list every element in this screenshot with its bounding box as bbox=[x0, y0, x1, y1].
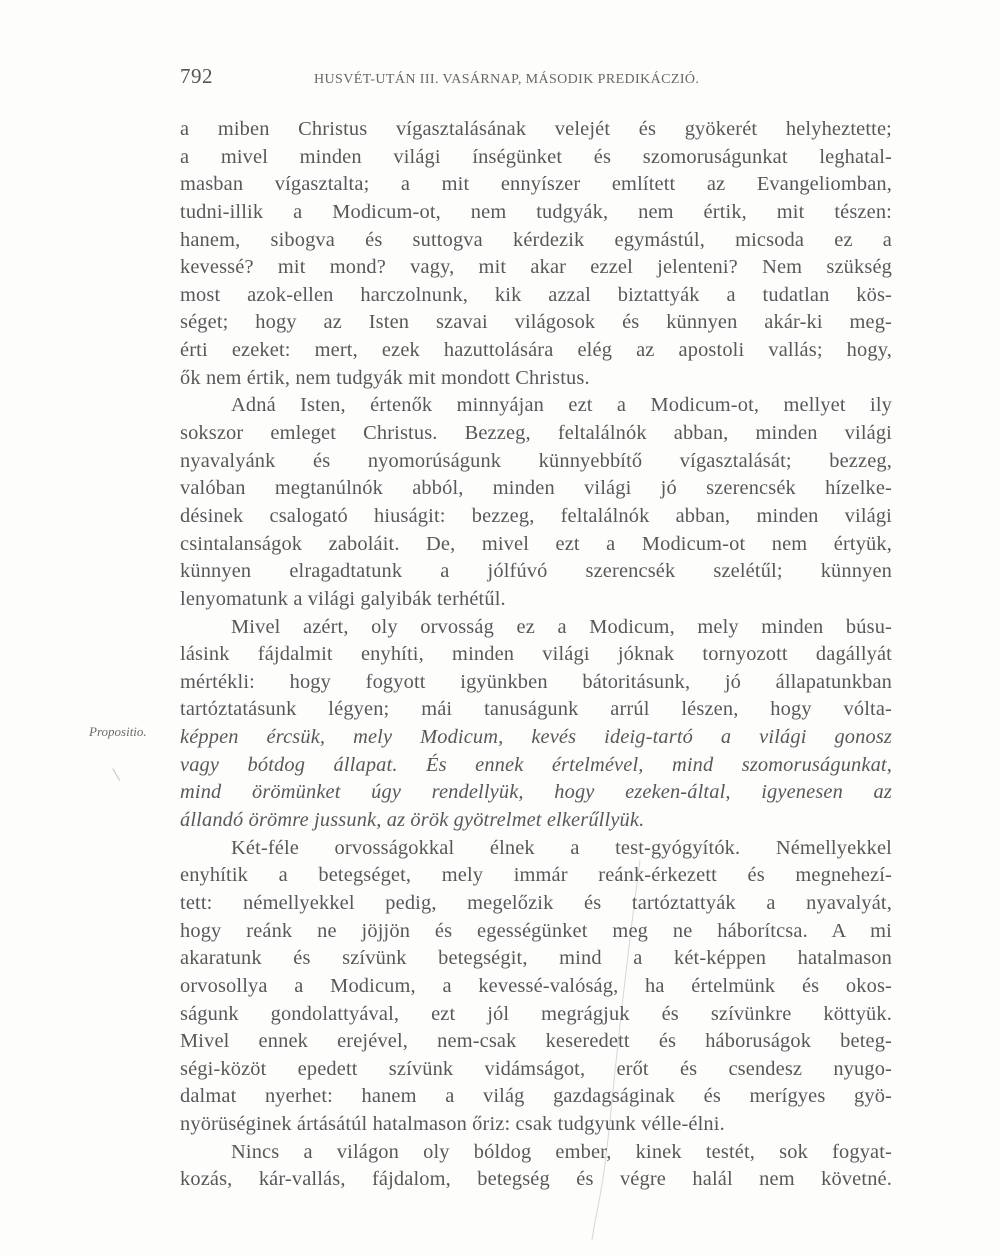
text-line: kevessé? mit mond? vagy, mit akar ezzel jelenteni? Nem szükség bbox=[180, 256, 892, 279]
text-line: tett: némellyekkel pedig, megelőzik és tartóztattyák a nyavalyát, bbox=[180, 891, 892, 914]
body-text bbox=[180, 116, 892, 1194]
text-line: most azok-ellen harczolnunk, kik azzal biztattyák a tudatlan kös- bbox=[180, 283, 892, 306]
margin-note: Propositio. bbox=[89, 724, 147, 739]
margin-mark bbox=[112, 763, 129, 781]
text-line: künnyen elragadtatunk a jólfúvó szerencsék szelétűl; künnyen bbox=[180, 560, 892, 583]
text-line: nyörüséginek ártásátúl hatalmason őriz: csak tudgyunk vélle-élni. bbox=[180, 1113, 725, 1136]
paragraph-first-line: Két-féle orvosságokkal élnek a test-gyógyítók. Némellyekkel bbox=[231, 836, 892, 859]
text-line: csintalanságok zaboláit. De, mivel ezt a Modicum-ot nem értyük, bbox=[180, 532, 892, 555]
text-line: mértékli: hogy fogyott igyünkben bátoritásunk, jó állapatunkban bbox=[180, 670, 892, 693]
proposition-line: állandó örömre jussunk, az örök gyötrelmet elkerűllyük. bbox=[180, 809, 645, 832]
text-line: séget; hogy az Isten szavai világosok és künnyen akár-ki meg- bbox=[180, 311, 892, 334]
text-line: ők nem értik, nem tudgyák mit mondott Christus. bbox=[180, 366, 590, 389]
text-line: kozás, kár-vallás, fájdalom, betegség és végre halál nem követné. bbox=[180, 1168, 892, 1191]
paragraph-first-line: Mivel azért, oly orvosság ez a Modicum, mely minden búsu- bbox=[231, 615, 892, 638]
paragraph-first-line: Adná Isten, értenők minnyájan ezt a Modicum-ot, mellyet ily bbox=[231, 394, 892, 417]
proposition-line: mind örömünket úgy rendellyük, hogy ezeken-által, igyenesen az bbox=[180, 781, 892, 804]
text-line: enyhítik a betegséget, mely immár reánk-érkezett és megnehezí- bbox=[180, 864, 892, 887]
text-line: érti ezeket: mert, ezek hazuttolására elég az apostoli vallás; hogy, bbox=[180, 339, 892, 362]
text-line: akaratunk és szívünk betegségit, mind a két-képpen hatalmason bbox=[180, 947, 892, 970]
text-line: ségi-közöt epedett szívünk vidámságot, erőt és csendesz nyugo- bbox=[180, 1057, 892, 1080]
paragraph-first-line: Nincs a világon oly bóldog ember, kinek testét, sok fogyat- bbox=[231, 1140, 892, 1163]
text-line: désinek csalogató hiuságit: bezzeg, feltalálnók abban, minden világi bbox=[180, 504, 892, 527]
text-line: a mivel minden világi ínségünket és szomoruságunkat leghatal- bbox=[180, 145, 892, 168]
text-line: lenyomatunk a világi galyibák terhétűl. bbox=[180, 587, 506, 610]
text-line: orvosollya a Modicum, a kevessé-valóság, ha értelmünk és okos- bbox=[180, 974, 892, 997]
running-head bbox=[180, 64, 892, 94]
text-line: lásink fájdalmit enyhíti, minden világi jóknak tornyozott dagállyát bbox=[180, 643, 892, 666]
text-line: dalmat nyerhet: hanem a világ gazdagságinak és merígyes gyö- bbox=[180, 1085, 892, 1108]
text-line: valóban megtanúlnók abból, minden világi jó szerencsék hízelke- bbox=[180, 477, 892, 500]
text-line: masban vígasztalta; a mit ennyíszer említett az Evangeliomban, bbox=[180, 173, 892, 196]
text-line: hanem, sibogva és suttogva kérdezik egymástúl, micsoda ez a bbox=[180, 228, 892, 251]
proposition-line: képpen ércsük, mely Modicum, kevés ideig-tartó a világi gonosz bbox=[180, 726, 892, 749]
text-line: ságunk gondolattyával, ezt jól megrágjuk és szívünkre köttyük. bbox=[180, 1002, 892, 1025]
text-line: tartóztatásunk légyen; mái tanuságunk arrúl lészen, hogy vólta- bbox=[180, 698, 892, 721]
page-number: 792 bbox=[180, 64, 213, 88]
text-line: sokszor emleget Christus. Bezzeg, feltalálnók abban, minden világi bbox=[180, 422, 892, 445]
text-line: tudni-illik a Modicum-ot, nem tudgyák, nem értik, mit tészen: bbox=[180, 200, 892, 223]
text-line: nyavalyánk és nyomorúságunk künnyebbítő vígasztalását; bezzeg, bbox=[180, 449, 892, 472]
proposition-line: vagy bótdog állapat. És ennek értelmével, mind szomoruságunkat, bbox=[180, 753, 892, 776]
text-line: a miben Christus vígasztalásának velejét és gyökerét helyheztette; bbox=[180, 118, 892, 140]
text-line: Mivel ennek erejével, nem-csak keseredett és háboruságok beteg- bbox=[180, 1030, 892, 1053]
text-line: hogy reánk ne jöjjön és egességünket meg ne háborítcsa. A mi bbox=[180, 919, 892, 942]
running-title: HUSVÉT-UTÁN III. VASÁRNAP, MÁSODIK PREDIKÁCZIÓ. bbox=[314, 72, 700, 87]
